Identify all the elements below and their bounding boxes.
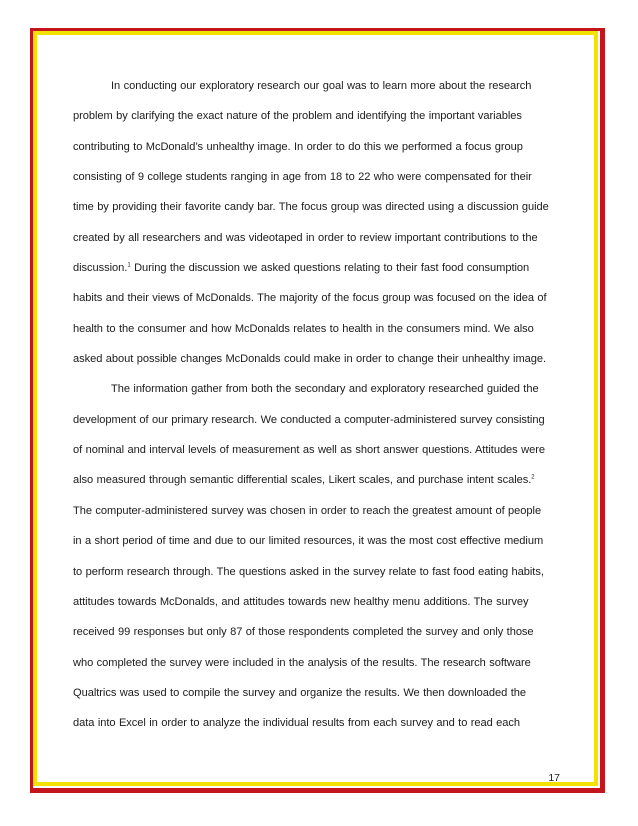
text-line: created by all researchers and was videotaped in order to review important contributions to the: [73, 231, 538, 244]
text-line: data into Excel in order to analyze the individual results from each survey and to read each: [73, 717, 521, 730]
footnote-ref: 2: [531, 474, 535, 481]
text-line: received 99 responses but only 87 of those respondents completed the survey and only those: [73, 626, 534, 639]
text-line: consisting of 9 college students ranging in age from 18 to 22 who were compensated for their: [73, 171, 532, 184]
text-line: attitudes towards McDonalds, and attitudes towards new healthy menu additions. The survey: [73, 595, 529, 608]
text-line: [73, 253, 563, 283]
text-line: [73, 465, 563, 495]
page-number: 17: [548, 772, 560, 784]
text-line: to perform research through. The questions asked in the survey relate to fast food eating habits,: [73, 565, 544, 578]
text-line: Qualtrics was used to compile the survey and organize the results. We then downloaded the: [73, 686, 526, 699]
text-segment: During the discussion we asked questions relating to their fast food consumption: [130, 262, 530, 275]
text-segment: discussion.: [73, 262, 128, 275]
text-line: problem by clarifying the exact nature of the problem and identifying the important variables: [73, 110, 522, 123]
text-line: In conducting our exploratory research our goal was to learn more about the research: [111, 80, 532, 92]
text-line: asked about possible changes McDonalds could make in order to change their unhealthy image.: [73, 353, 547, 366]
text-line: development of our primary research. We conducted a computer-administered survey consisting: [73, 413, 545, 426]
text-line: of nominal and interval levels of measurement as well as short answer questions. Attitudes were: [73, 444, 545, 457]
text-line: contributing to McDonald’s unhealthy image. In order to do this we performed a focus group: [73, 140, 523, 153]
text-line: who completed the survey were included in the analysis of the results. The research software: [73, 656, 531, 669]
footnote-ref: 1: [127, 262, 131, 269]
text-line: The information gather from both the secondary and exploratory researched guided the: [111, 383, 539, 396]
text-line: habits and their views of McDonalds. The majority of the focus group was focused on the idea of: [73, 292, 547, 305]
text-line: in a short period of time and due to our limited resources, it was the most cost effective medium: [73, 535, 544, 548]
text-segment: also measured through semantic differential scales, Likert scales, and purchase intent scales.: [73, 474, 532, 487]
text-line: time by providing their favorite candy bar. The focus group was directed using a discussion guide: [73, 201, 549, 214]
text-line: The computer-administered survey was chosen in order to reach the greatest amount of people: [73, 504, 542, 517]
text-line: health to the consumer and how McDonalds relates to health in the consumers mind. We also: [73, 322, 534, 335]
body-text: [73, 71, 563, 739]
